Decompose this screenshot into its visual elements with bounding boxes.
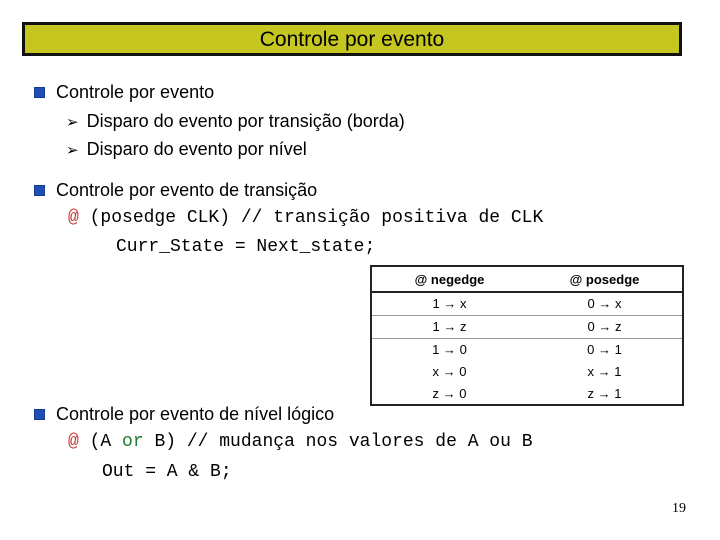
table-header-posedge: @ posedge (527, 266, 683, 292)
bullet-1 (34, 82, 214, 103)
sub-bullet-1-text: Disparo do evento por transição (borda) (86, 111, 405, 131)
arrow-icon: ➢ (66, 141, 79, 159)
code-line-1 (68, 208, 543, 228)
edge-transition-table (370, 265, 684, 406)
table-header-negedge: @ negedge (371, 266, 527, 292)
code-line-1-text: (posedge CLK) // transição positiva de CLK (78, 208, 544, 228)
code-line-2: Curr_State = Next_state; (116, 237, 376, 257)
table-row (371, 292, 683, 315)
table-row (371, 382, 683, 405)
or-keyword: or (122, 432, 144, 452)
at-symbol: @ (68, 208, 79, 228)
code-line-3-a: (A (78, 432, 123, 452)
bullet-2-text: Controle por evento de transição (56, 180, 318, 200)
page-title: Controle por evento (259, 27, 445, 51)
table-cell: 0 → z (527, 315, 683, 338)
table-cell: x → 0 (432, 363, 467, 379)
at-symbol: @ (68, 432, 79, 452)
table-cell: 1 → 0 (371, 338, 527, 360)
sub-bullet-2-text: Disparo do evento por nível (86, 139, 307, 159)
table-cell: 1 → x (432, 296, 467, 312)
bullet-3-text: Controle por evento de nível lógico (56, 404, 335, 424)
table-cell: 1 → z (371, 315, 527, 338)
table-cell: 0 → 1 (527, 338, 683, 360)
table-cell: z → 1 (587, 385, 622, 401)
bullet-2 (34, 180, 317, 201)
blue-square-icon (34, 87, 45, 98)
table-cell: z → 0 (432, 385, 467, 401)
blue-square-icon (34, 409, 45, 420)
code-line-3-b: B) // mudança nos valores de A ou B (143, 432, 533, 452)
sub-bullet-1 (66, 111, 405, 132)
code-line-4: Out = A & B; (102, 462, 232, 482)
table-cell: 0 → x (587, 296, 622, 312)
table-row (371, 315, 683, 338)
bullet-1-text: Controle por evento (56, 82, 215, 102)
sub-bullet-2 (66, 139, 307, 160)
table-cell: x → 1 (587, 363, 622, 379)
blue-square-icon (34, 185, 45, 196)
page-number: 19 (672, 501, 686, 516)
table-row (371, 338, 683, 360)
arrow-icon: ➢ (66, 113, 79, 131)
table-row (371, 360, 683, 382)
code-line-3 (68, 432, 533, 452)
title-bar (22, 22, 682, 56)
bullet-3 (34, 404, 334, 425)
